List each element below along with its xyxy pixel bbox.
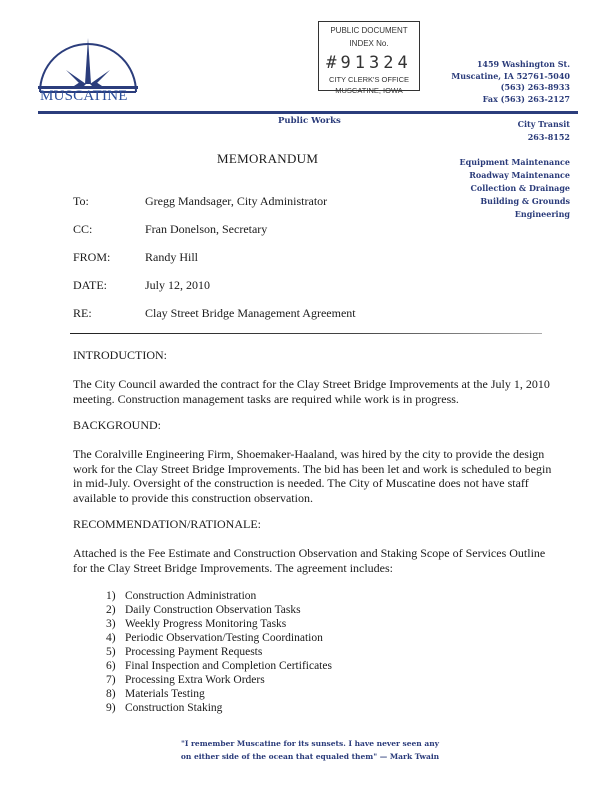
list-item: 7) Processing Extra Work Orders (106, 674, 265, 686)
service-item: Engineering (514, 209, 570, 219)
list-item: 3) Weekly Progress Monitoring Tasks (106, 618, 287, 630)
background-heading: BACKGROUND: (73, 418, 162, 432)
agreement-items-list (106, 589, 332, 715)
stamp-line1: PUBLIC DOCUMENT (330, 26, 408, 35)
background-body: The Coralville Engineering Firm, Shoemaker-Haaland, was hired by the city to provide the design work for the Clay Street Bridge Improvements. The bid has been let and work is scheduled to begin in mid-July. Oversight of the construction is needed. The City of Muscatine does not have staff available to provide this construction observation. (73, 447, 552, 505)
address-block (451, 59, 570, 105)
transit-phone: 263-8152 (527, 131, 570, 142)
header-divider (38, 111, 578, 114)
service-item: Roadway Maintenance (469, 170, 570, 180)
cc-label: CC: (73, 222, 93, 236)
footer-quote (150, 738, 470, 763)
department-name: Public Works (278, 116, 341, 126)
re-label: RE: (73, 306, 92, 320)
from-value: Randy Hill (145, 250, 198, 264)
to-value: Gregg Mandsager, City Administrator (145, 194, 328, 208)
from-label: FROM: (73, 250, 111, 264)
stamp-index-number: #91324 (326, 53, 412, 73)
cc-value: Fran Donelson, Secretary (145, 222, 268, 236)
introduction-body: The City Council awarded the contract for the Clay Street Bridge Improvements at the July 1, 2010 meeting. Construction management tasks are required while work is in progress. (73, 377, 550, 406)
quote-line: "I remember Muscatine for its sunsets. I have never seen any (180, 739, 440, 748)
stamp-line2: INDEX No. (349, 39, 389, 48)
fax-line: Fax (563) 263-2127 (482, 93, 570, 104)
recommendation-heading: RECOMMENDATION/RATIONALE: (73, 517, 261, 531)
list-item: 9) Construction Staking (106, 702, 223, 714)
date-label: DATE: (73, 278, 107, 292)
transit-label: City Transit (517, 119, 570, 129)
re-value: Clay Street Bridge Management Agreement (145, 306, 356, 320)
phone-line: (563) 263-8933 (500, 82, 570, 92)
introduction-heading: INTRODUCTION: (73, 348, 167, 362)
address-line: 1459 Washington St. (476, 59, 570, 69)
list-item: 5) Processing Payment Requests (106, 646, 263, 658)
stamp-line4: MUSCATINE, IOWA (335, 86, 403, 95)
services-list (460, 156, 570, 221)
list-item: 8) Materials Testing (106, 688, 205, 700)
service-item: Collection & Drainage (470, 183, 570, 193)
list-item: 2) Daily Construction Observation Tasks (106, 604, 301, 616)
date-value: July 12, 2010 (145, 278, 211, 292)
recommendation-body: Attached is the Fee Estimate and Construction Observation and Staking Scope of Services Outline for the Clay Street Bridge Improvements. The agreement includes: (73, 546, 546, 575)
to-label: To: (73, 194, 89, 208)
memo-header-divider (70, 333, 542, 334)
list-item: 4) Periodic Observation/Testing Coordination (106, 632, 323, 644)
service-item: Building & Grounds (480, 196, 570, 206)
list-item: 1) Construction Administration (106, 590, 257, 602)
transit-block (518, 118, 570, 143)
address-line: Muscatine, IA 52761-5040 (451, 70, 570, 81)
logo-wordmark: MUSCATINE (40, 88, 128, 104)
list-item: 6) Final Inspection and Completion Certificates (106, 660, 332, 672)
memo-title: MEMORANDUM (217, 151, 319, 166)
service-item: Equipment Maintenance (459, 157, 570, 167)
quote-line: on either side of the ocean that equaled them" — Mark Twain (180, 751, 440, 761)
stamp-line3: CITY CLERK'S OFFICE (328, 75, 410, 84)
public-document-stamp (318, 21, 420, 95)
